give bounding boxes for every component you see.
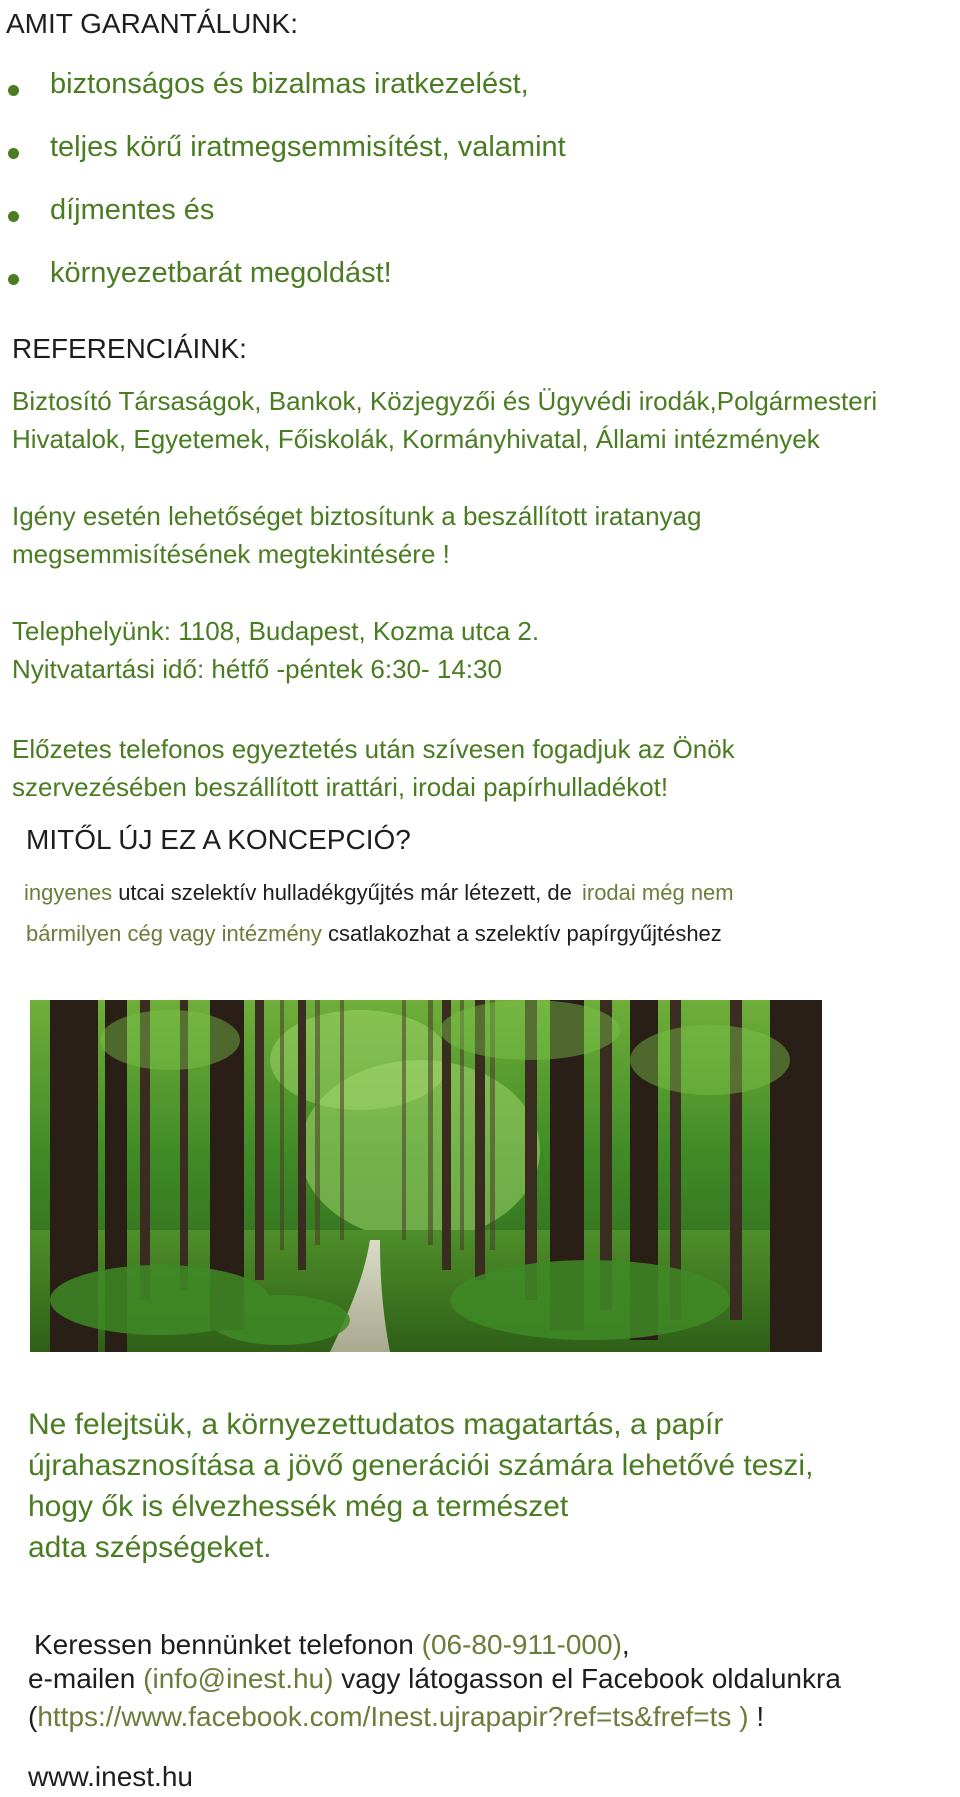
viewing-line: Igény esetén lehetőséget biztosítunk a beszállított iratanyag [12,501,702,531]
contact-text: e-mailen [28,1663,144,1694]
contact-line-3 [28,1700,764,1734]
contact-line-2 [28,1662,841,1696]
guarantee-heading: AMIT GARANTÁLUNK: [6,8,298,39]
bullet-icon [8,274,19,285]
email-link[interactable]: (info@inest.hu) [143,1663,334,1694]
appointment-line: szervezésében beszállított irattári, irodai papírhulladékot! [12,772,669,802]
list-item-text: díjmentes és [50,194,215,226]
closing-line: hogy ők is élvezhessék még a természet [28,1490,569,1523]
closing-line: újrahasznosítása a jövő generációi számára lehetővé teszi, [28,1449,814,1482]
concept-text: csatlakozhat a szelektív papírgyűjtéshez [328,921,722,946]
references-line: Hivatalok, Egyetemek, Főiskolák, Kormányhivatal, Állami intézmények [12,424,820,454]
closing-line: adta szépségeket. [28,1531,272,1564]
contact-line-1 [34,1628,630,1662]
concept-highlight: ingyenes [24,880,119,905]
phone-number[interactable]: (06-80-911-000) [421,1629,622,1660]
appointment-text [12,730,735,806]
references-line: Biztosító Társaságok, Bankok, Közjegyzői és Ügyvédi irodák,Polgármesteri [12,386,878,416]
appointment-line: Előzetes telefonos egyeztetés után szívesen fogadjuk az Önök [12,734,735,764]
closing-line: Ne felejtsük, a környezettudatos magatartás, a papír [28,1408,724,1441]
closing-message [28,1404,813,1568]
concept-heading: MITŐL ÚJ EZ A KONCEPCIÓ? [26,824,411,855]
list-item-text: teljes körű iratmegsemmisítést, valamint [50,131,566,163]
viewing-text [12,497,701,573]
website-link[interactable]: www.inest.hu [28,1761,193,1792]
references-heading: REFERENCIÁINK: [12,333,247,364]
viewing-line: megsemmisítésének megtekintésére ! [12,539,450,569]
list-item-text: biztonságos és bizalmas iratkezelést, [50,68,529,100]
contact-text: vagy látogasson el Facebook oldalunkra [333,1663,841,1694]
concept-text: utcai szelektív hulladékgyűjtés már létezett, de [118,880,578,905]
contact-text: , [621,1629,630,1660]
concept-line-1 [24,878,734,908]
concept-highlight: bármilyen cég vagy intézmény [26,921,329,946]
address-line: Telephelyünk: 1108, Budapest, Kozma utca 2. [12,616,540,646]
bullet-icon [8,148,19,159]
contact-text: ( [28,1701,38,1732]
concept-highlight: irodai még nem [581,880,734,905]
references-text [12,382,877,458]
contact-text: ! [748,1701,765,1732]
forest-path-image [30,1000,822,1352]
concept-line-2 [26,919,722,949]
bullet-icon [8,211,19,222]
opening-hours-line: Nyitvatartási idő: hétfő -péntek 6:30- 14:30 [12,654,502,684]
contact-text: Keressen bennünket telefonon [34,1629,422,1660]
list-item-text: környezetbarát megoldást! [50,257,392,289]
facebook-link[interactable]: https://www.facebook.com/Inest.ujrapapir?ref=ts&fref=ts ) [37,1701,749,1732]
bullet-icon [8,85,19,96]
location-text [12,612,539,688]
